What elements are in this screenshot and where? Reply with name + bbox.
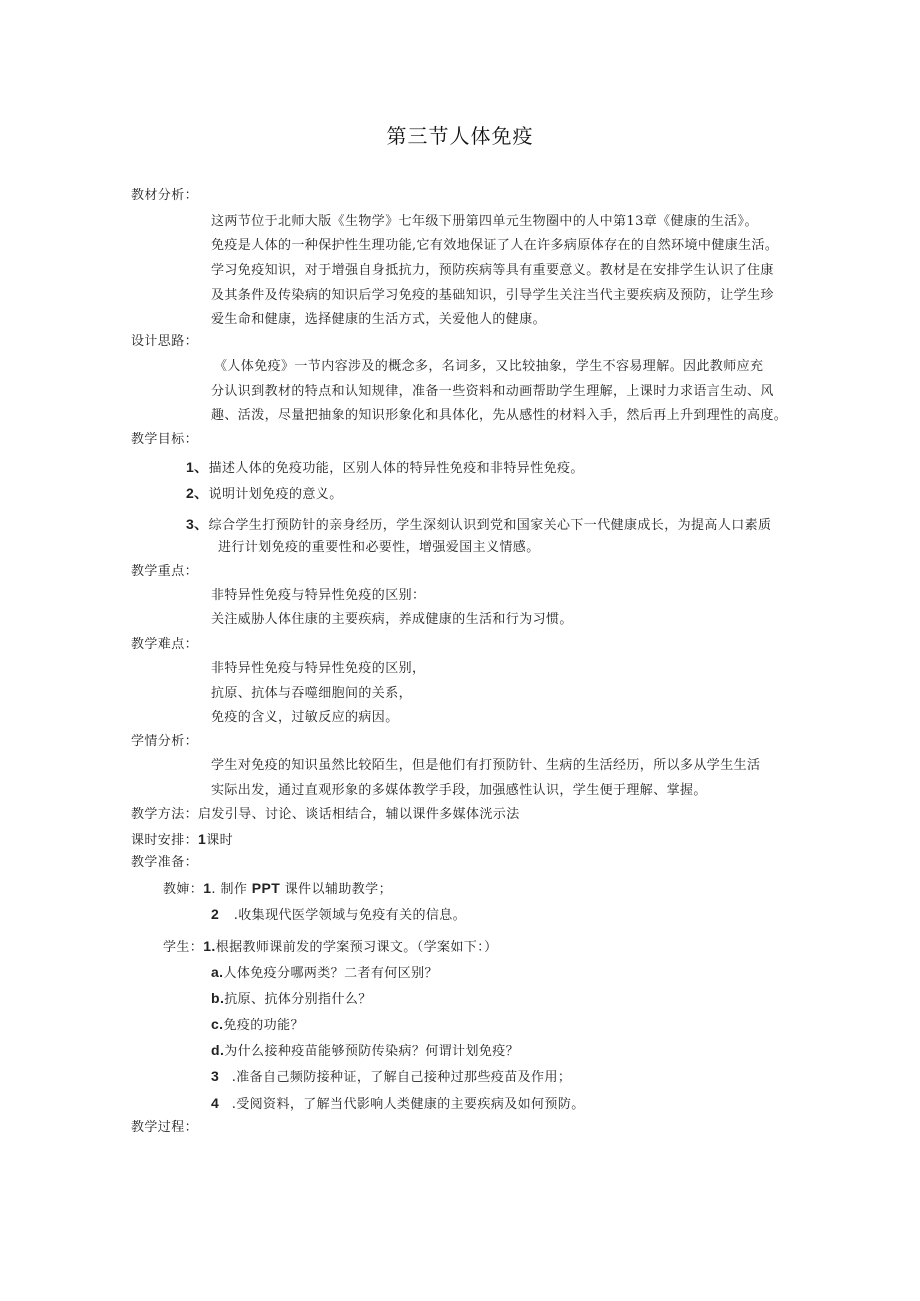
goal-item-3 <box>186 515 771 535</box>
textbook-analysis-line-5: 爱生命和健康，选择健康的生活方式，关爱他人的健康。 <box>211 312 547 327</box>
student-item-number: a. <box>211 964 224 980</box>
design-line-3: 趣、活泼，尽量把抽象的知识形象化和具体化，先从感性的材料入手，然后再上升到理性的高度。 <box>211 408 788 423</box>
schedule-label: 课时安排： <box>131 833 199 848</box>
goal-text: 描述人体的免疫功能，区别人体的特异性免疫和非特异性免疫。 <box>208 461 584 476</box>
text-line: 这两节位于北师大版《生物学》七年级下册第四单元生物圈中的人中第13章《健康的生活》。 <box>211 214 758 229</box>
difficulty-line-3: 免疫的含义，过敏反应的病因。 <box>211 710 399 725</box>
textbook-analysis-line-3: 学习免疫知识，对于增强自身抵抗力，预防疾病等具有重要意义。教材是在安排学生认识了住康 <box>211 263 774 278</box>
goal-item-2 <box>186 484 343 504</box>
student-prep-item-a <box>211 963 438 983</box>
student-prep-item-c <box>211 1015 304 1035</box>
teacher-prep-row-2 <box>211 905 466 925</box>
student-prep-row-1 <box>163 937 498 957</box>
student-item-number: b. <box>211 990 225 1006</box>
textbook-analysis-label: 教材分析： <box>131 188 199 203</box>
student-label: 学生： <box>163 940 204 955</box>
goal-number: 3、 <box>186 516 209 532</box>
method-text: 启发引导、讨论、谈话相结合，辅以课件多媒体洸示法 <box>198 807 520 822</box>
student-prep-item-4 <box>211 1094 585 1114</box>
schedule-text: 课时 <box>206 833 234 848</box>
teacher-item-number: 1 <box>203 880 212 896</box>
goals-label: 教学目标： <box>131 432 199 447</box>
teacher-prep-row-1 <box>163 879 392 899</box>
design-line-1: 《人体免疫》一节内容涉及的概念多，名词多，又比较抽象，学生不容易理解。因此教师应充 <box>214 359 764 374</box>
goal-text: 说明计划免疫的意义。 <box>208 487 343 502</box>
prep-label: 教学准备： <box>131 855 199 870</box>
teacher-item-pre: . 制作 <box>211 882 252 897</box>
goal-item-3-continued: 进行计划免疫的重要性和必要性，增强爱国主义情感。 <box>218 540 540 555</box>
process-label: 教学过程： <box>131 1120 199 1135</box>
student-item-number: 3 <box>211 1068 220 1084</box>
teacher-item-number: 2 <box>211 906 220 922</box>
student-item-text: 为什么接种疫苗能够预防传染病？何谓计划免疫？ <box>224 1044 520 1059</box>
key-points-label: 教学重点： <box>131 564 199 579</box>
teacher-label: 教婶： <box>163 882 204 897</box>
student-item-number: c. <box>211 1016 224 1032</box>
learner-label: 学情分析： <box>131 734 199 749</box>
goal-number: 1、 <box>186 459 209 475</box>
textbook-analysis-line-4: 及其条件及传染病的知识后学习免疫的基础知识，引导学生关注当代主要疾病及预防，让学生珍 <box>211 288 774 303</box>
textbook-analysis-line-2: 免疫是人体的一种保护性生理功能,它有效地保证了人在许多病原体存在的自然环境中健康生活。 <box>211 238 779 253</box>
student-item-number: 1. <box>203 938 216 954</box>
student-prep-item-d <box>211 1041 519 1061</box>
design-line-2: 分认识到教材的特点和认知规律，准备一些资料和动画帮助学生理解，上课时力求语言生动、风 <box>211 384 774 399</box>
key-point-line-1: 非特异性免疫与特异性免疫的区别： <box>211 588 426 603</box>
student-item-text: .受阅资料，了解当代影响人类健康的主要疾病及如何预防。 <box>227 1097 585 1112</box>
student-prep-item-3 <box>211 1067 571 1087</box>
method-label: 教学方法： <box>131 807 199 822</box>
student-prep-item-b <box>211 989 372 1009</box>
difficulty-line-1: 非特异性免疫与特异性免疫的区别， <box>211 661 426 676</box>
student-item-text: 免疫的功能？ <box>223 1018 304 1033</box>
student-item-text: 抗原、抗体分别指什么？ <box>224 992 372 1007</box>
textbook-analysis-line-1 <box>211 213 758 231</box>
design-label: 设计思路： <box>131 334 199 349</box>
goal-text: 综合学生打预防针的亲身经历，学生深刻认识到党和国家关心下一代健康成长，为提高人口素质 <box>208 518 772 533</box>
page-title: 第三节人体免疫 <box>386 124 534 148</box>
teacher-item-post: 课件以辅助教学； <box>280 882 392 897</box>
student-item-number: 4 <box>211 1095 220 1111</box>
schedule-row <box>131 830 233 850</box>
schedule-number: 1 <box>198 831 207 847</box>
difficulties-label: 教学难点： <box>131 637 199 652</box>
teacher-item-bold: PPT <box>251 880 281 896</box>
goal-item-1 <box>186 458 584 478</box>
student-item-text: 人体免疫分哪两类？二者有何区别？ <box>223 966 438 981</box>
student-item-number: d. <box>211 1042 225 1058</box>
student-item-text: 根据教师课前发的学案预习课文。（学案如下：） <box>215 940 498 955</box>
difficulty-line-2: 抗原、抗体与吞噬细胞间的关系， <box>211 686 413 701</box>
method-row <box>131 806 520 824</box>
learner-line-2: 实际出发，通过直观形象的多媒体教学手段，加强感性认识，学生便于理解、掌握。 <box>211 783 707 798</box>
goal-number: 2、 <box>186 485 209 501</box>
teacher-item-post: 收集现代医学领域与免疫有关的信息。 <box>238 908 467 923</box>
learner-line-1: 学生对免疫的知识虽然比较陌生，但是他们有打预防针、生病的生活经历，所以多从学生生活 <box>211 758 761 773</box>
student-item-text: .准备自己频防接种证，了解自己接种过那些疫苗及作用； <box>227 1070 572 1085</box>
key-point-line-2: 关注威胁人体住康的主要疾病，养成健康的生活和行为习惯。 <box>211 612 573 627</box>
teacher-item-pre: . <box>229 908 239 923</box>
